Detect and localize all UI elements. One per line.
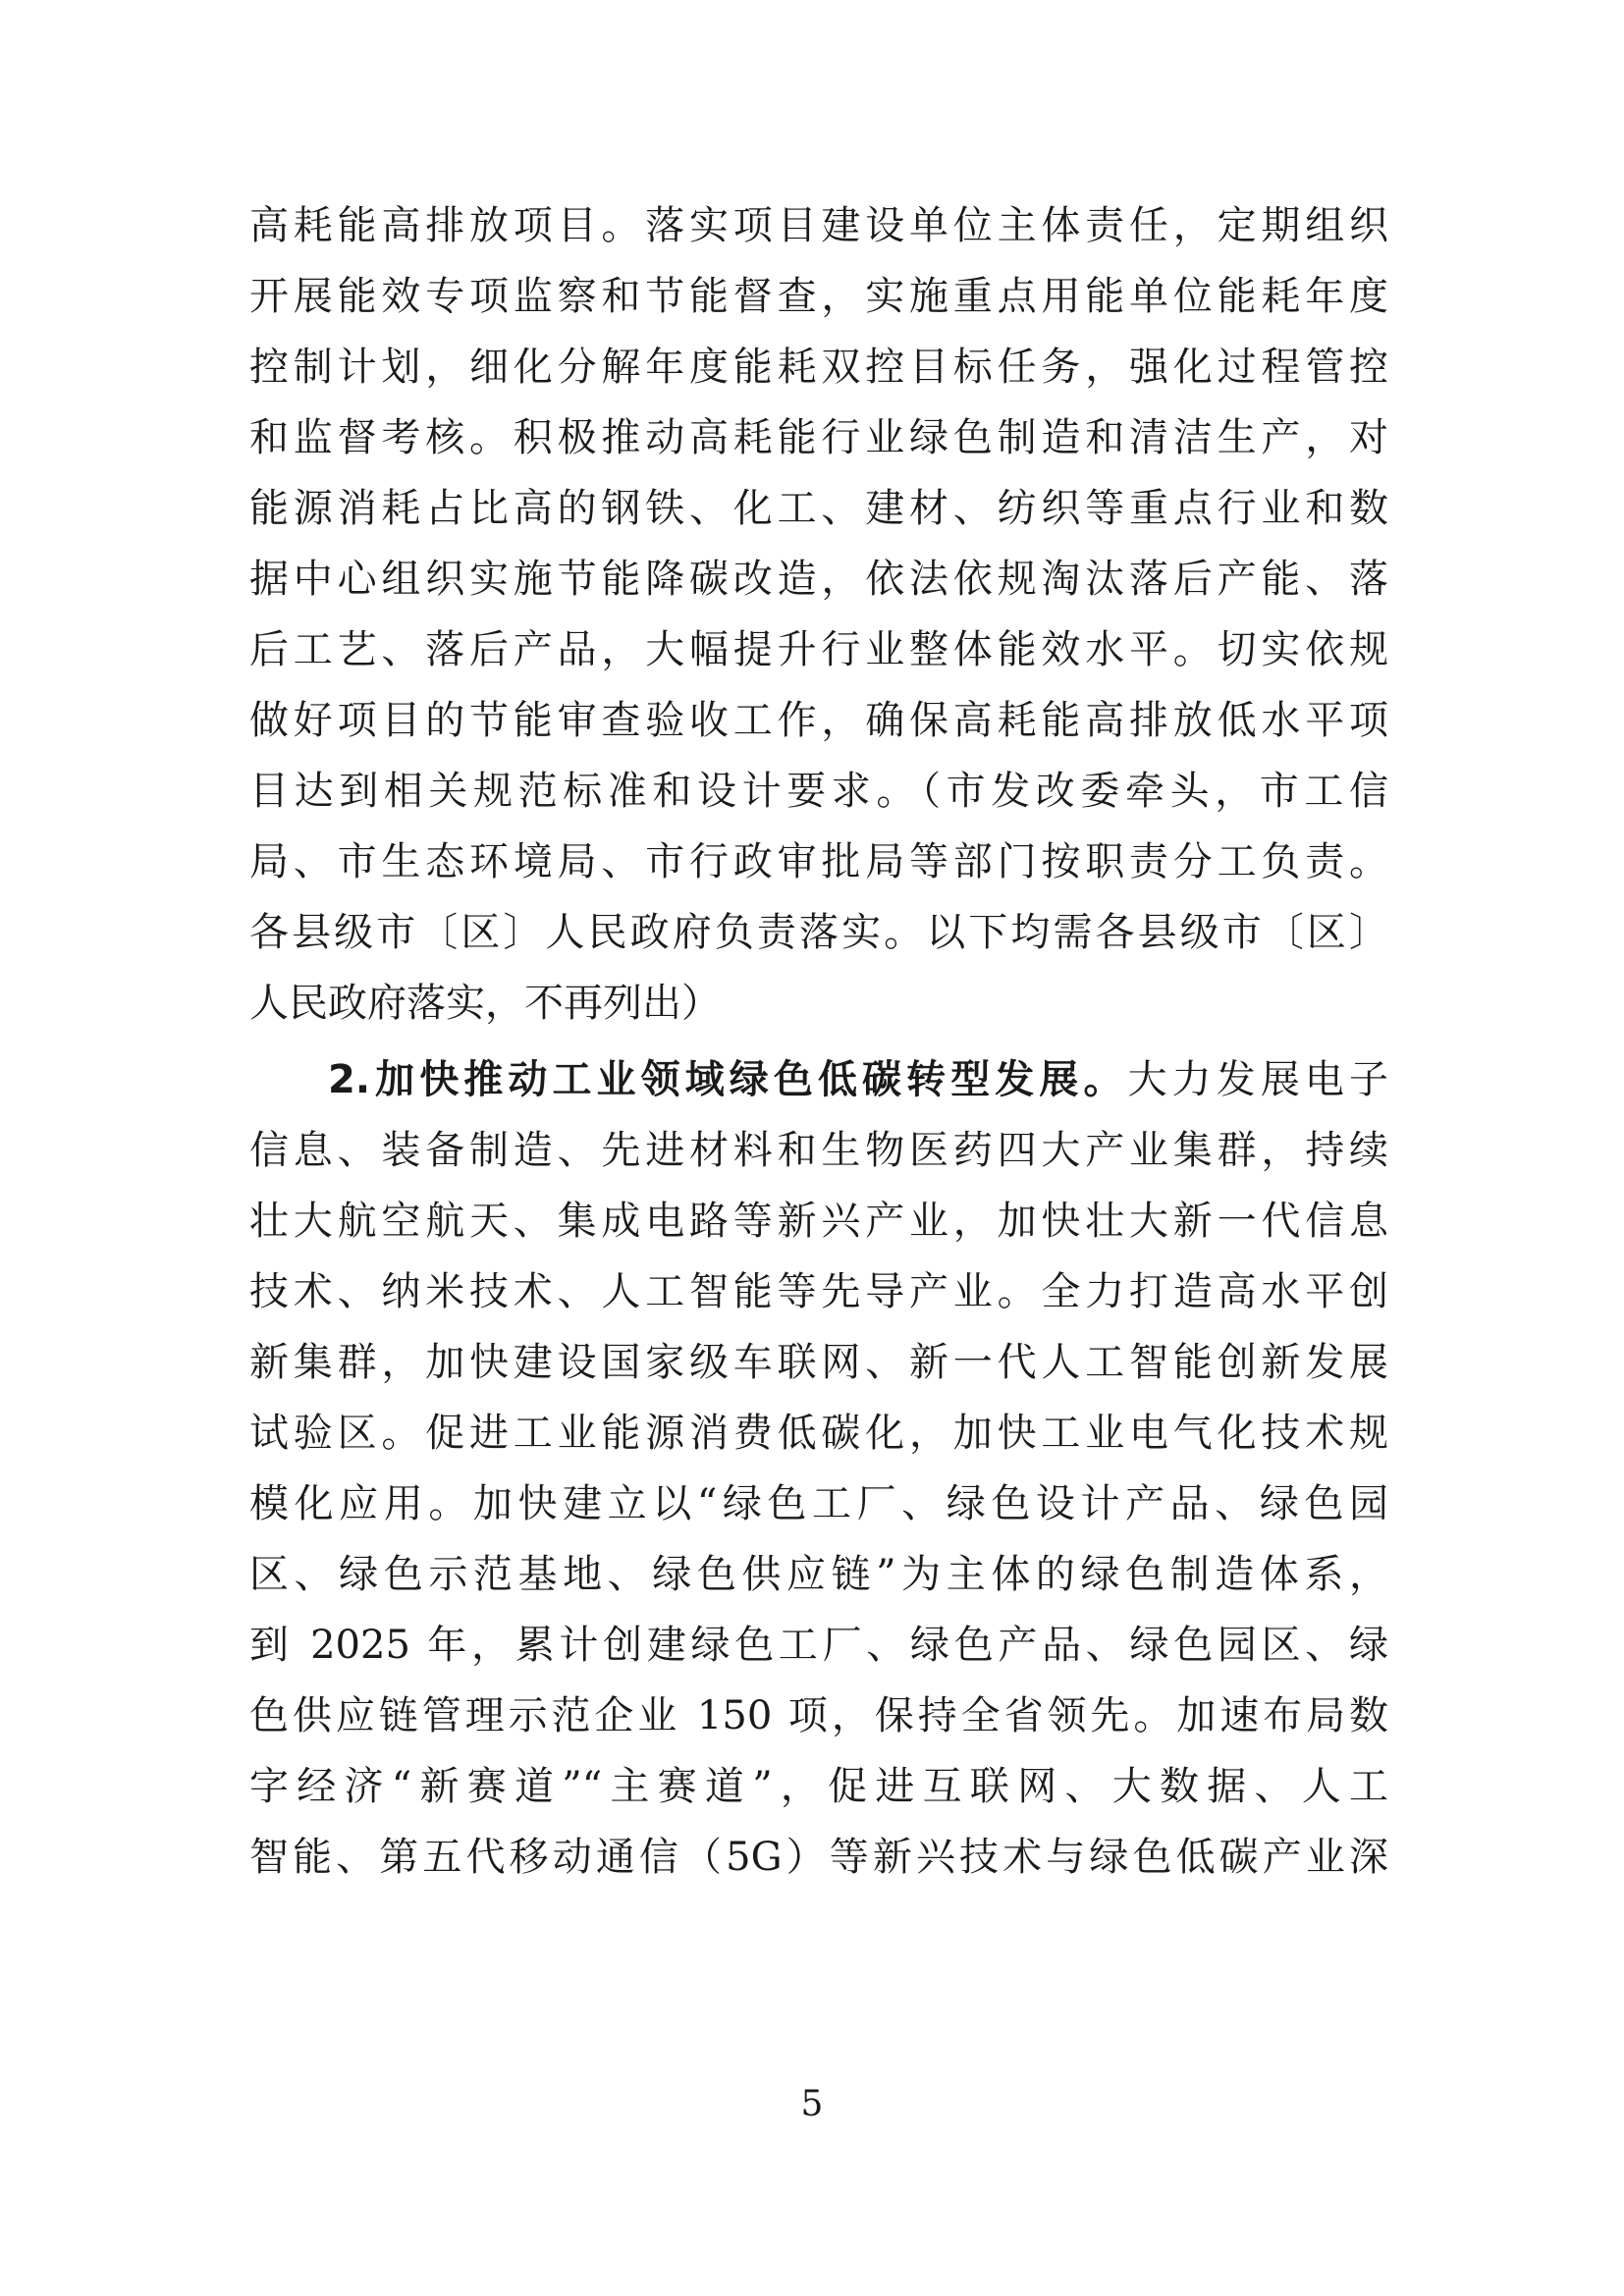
- paragraph-1-line-10: 局、市生态环境局、市行政审批局等部门按职责分工负责。: [249, 839, 1388, 884]
- paragraph-2-line-9: 到 2025 年，累计创建绿色工厂、绿色产品、绿色园区、绿: [249, 1623, 1388, 1668]
- paragraph-2-line-8: 区、绿色示范基地、绿色供应链”为主体的绿色制造体系，: [249, 1552, 1388, 1597]
- paragraph-1-line-5: 能源消耗占比高的钢铁、化工、建材、纺织等重点行业和数: [249, 486, 1388, 531]
- paragraph-1-line-7: 后工艺、落后产品，大幅提升行业整体能效水平。切实依规: [249, 627, 1388, 672]
- paragraph-2-line-10: 色供应链管理示范企业 150 项，保持全省领先。加速布局数: [249, 1693, 1388, 1738]
- page-number: 5: [800, 2084, 824, 2124]
- paragraph-2-line-12: 智能、第五代移动通信（5G）等新兴技术与绿色低碳产业深: [249, 1835, 1388, 1880]
- paragraph-2-line-11: 字经济“新赛道”“主赛道”，促进互联网、大数据、人工: [249, 1764, 1388, 1809]
- paragraph-1-line-12: 人民政府落实，不再列出）: [249, 981, 721, 1026]
- paragraph-2-heading: 2.加快推动工业领域绿色低碳转型发展。: [328, 1057, 1128, 1102]
- paragraph-2-line-4: 技术、纳米技术、人工智能等先导产业。全力打造高水平创: [249, 1269, 1388, 1314]
- paragraph-1-line-2: 开展能效专项监察和节能督查，实施重点用能单位能耗年度: [249, 274, 1388, 319]
- paragraph-1-line-1: 高耗能高排放项目。落实项目建设单位主体责任，定期组织: [249, 203, 1388, 248]
- paragraph-1-line-4: 和监督考核。积极推动高耗能行业绿色制造和清洁生产，对: [249, 415, 1388, 460]
- paragraph-2-line-5: 新集群，加快建设国家级车联网、新一代人工智能创新发展: [249, 1340, 1388, 1385]
- paragraph-1-line-9: 目达到相关规范标准和设计要求。（市发改委牵头，市工信: [249, 769, 1388, 814]
- paragraph-2-line-2: 信息、装备制造、先进材料和生物医药四大产业集群，持续: [249, 1128, 1388, 1173]
- paragraph-2-line-6: 试验区。促进工业能源消费低碳化，加快工业电气化技术规: [249, 1411, 1388, 1456]
- paragraph-1-line-8: 做好项目的节能审查验收工作，确保高耗能高排放低水平项: [249, 698, 1388, 743]
- paragraph-1-line-3: 控制计划，细化分解年度能耗双控目标任务，强化过程管控: [249, 345, 1388, 390]
- paragraph-2-line-3: 壮大航空航天、集成电路等新兴产业，加快壮大新一代信息: [249, 1199, 1388, 1244]
- paragraph-2-line-1: [328, 1044, 1388, 1115]
- paragraph-1-line-6: 据中心组织实施节能降碳改造，依法依规淘汰落后产能、落: [249, 557, 1388, 602]
- paragraph-2-line-1-rest: 大力发展电子: [1127, 1057, 1388, 1102]
- paragraph-2-line-7: 模化应用。加快建立以“绿色工厂、绿色设计产品、绿色园: [249, 1481, 1388, 1526]
- paragraph-1-line-11: 各县级市〔区〕人民政府负责落实。以下均需各县级市〔区〕: [249, 910, 1388, 955]
